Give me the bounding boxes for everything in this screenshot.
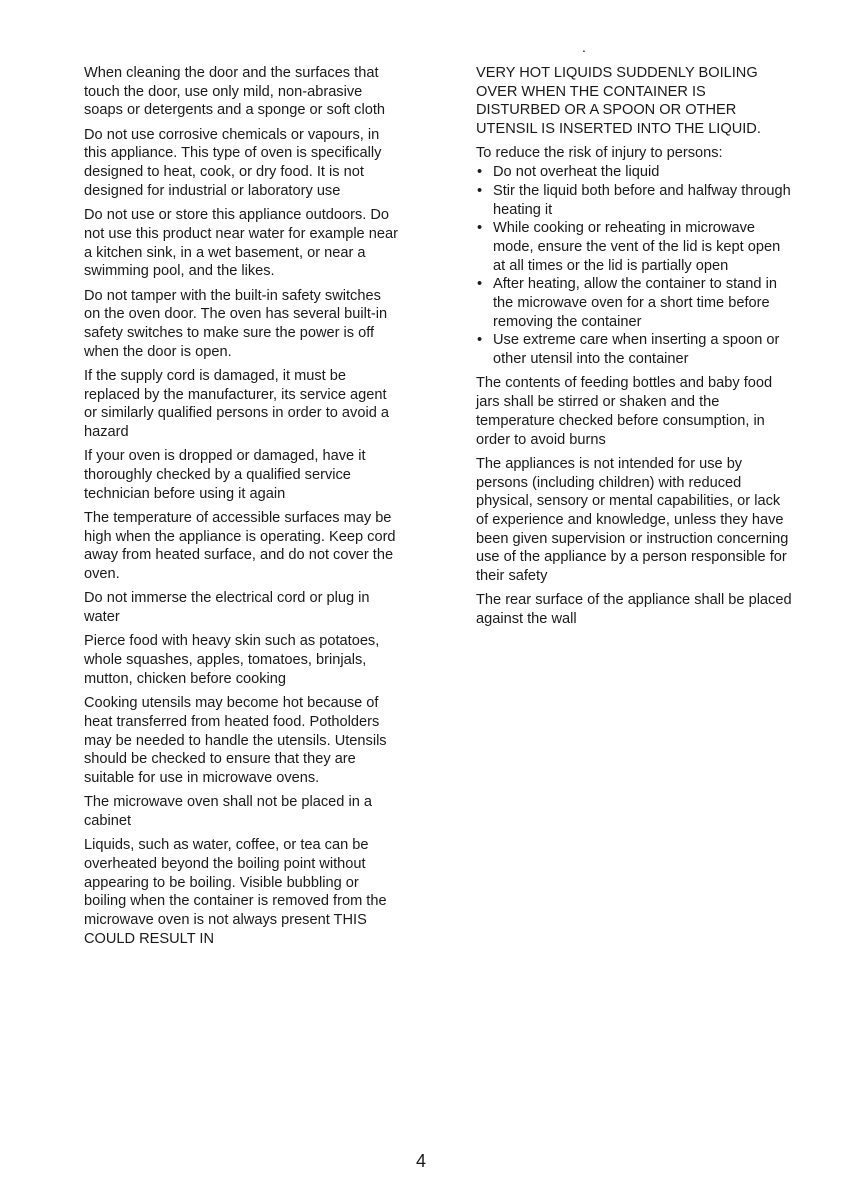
- left-column: [84, 64, 399, 954]
- boiling-warning: VERY HOT LIQUIDS SUDDENLY BOILING OVER WHEN THE CONTAINER IS DISTURBED OR A SPOON OR OTHER UTENSIL IS INSERTED INTO THE LIQUID.: [476, 65, 761, 138]
- safety-switches-paragraph: Do not tamper with the built-in safety switches on the oven door. The oven has several built-in safety switches to make sure the power is off when the door is open.: [84, 287, 388, 360]
- supply-cord-paragraph: If the supply cord is damaged, it must be replaced by the manufacturer, its service agent or similarly qualified persons in order to avoid a hazard: [84, 367, 389, 441]
- pierce-food-paragraph: Pierce food with heavy skin such as potatoes, whole squashes, apples, tomatoes, brinjals, mutton, chicken before cooking: [84, 633, 380, 687]
- reduced-capabilities-paragraph: The appliances is not intended for use by persons (including children) with reduced physical, sensory or mental capabilities, or lack of experience and knowledge, unless they have been given supervision or instruction concerning use of the appliance by a person responsible for their safety: [476, 455, 789, 585]
- rear-surface-paragraph: The rear surface of the appliance shall be placed against the wall: [476, 592, 792, 628]
- surface-temperature-paragraph: The temperature of accessible surfaces may be high when the appliance is operating. Keep cord away from heated surface, and do not cover the oven.: [84, 510, 396, 583]
- list-item: [476, 182, 792, 219]
- safety-bullet-list: [476, 163, 792, 369]
- dropped-oven-paragraph: If your oven is dropped or damaged, have it thoroughly checked by a qualified service technician before using it again: [84, 448, 366, 502]
- list-item-text: After heating, allow the container to stand in the microwave oven for a short time before removing the container: [493, 276, 777, 330]
- door-cleaning-paragraph: When cleaning the door and the surfaces that touch the door, use only mild, non-abrasive soaps or detergents and a sponge or soft cloth: [84, 65, 385, 119]
- feeding-bottles-paragraph: The contents of feeding bottles and baby food jars shall be stirred or shaken and the temperature checked before consumption, in order to avoid burns: [476, 375, 773, 448]
- bullet-icon: •: [477, 182, 483, 199]
- immerse-cord-paragraph: Do not immerse the electrical cord or plug in water: [84, 590, 370, 626]
- list-item: [476, 275, 792, 331]
- list-item: [476, 331, 792, 368]
- bullet-icon: •: [477, 164, 483, 181]
- right-column: [476, 64, 792, 634]
- bullet-icon: •: [477, 332, 483, 349]
- overheated-liquids-paragraph: Liquids, such as water, coffee, or tea can be overheated beyond the boiling point without appearing to be boiling. Visible bubbling or boiling when the container is removed from the microwave oven is not always present THIS COULD RESULT IN: [84, 837, 387, 947]
- list-item-text: Do not overheat the liquid: [493, 164, 660, 181]
- cooking-utensils-paragraph: Cooking utensils may become hot because of heat transferred from heated food. Potholders may be needed to handle the utensils. Utensils should be checked to ensure that they are suitable for use in microwave ovens.: [84, 695, 387, 786]
- list-item: [476, 219, 792, 275]
- list-item: [476, 163, 792, 182]
- list-item-text: While cooking or reheating in microwave mode, ensure the vent of the lid is kept open at all times or the lid is partially open: [493, 220, 781, 274]
- stray-mark: .: [582, 39, 586, 55]
- list-item-text: Stir the liquid both before and halfway through heating it: [493, 182, 791, 218]
- bullet-icon: •: [477, 220, 483, 237]
- outdoor-use-paragraph: Do not use or store this appliance outdoors. Do not use this product near water for example near a kitchen sink, in a wet basement, or near a swimming pool, and the likes.: [84, 207, 398, 280]
- cabinet-placement-paragraph: The microwave oven shall not be placed in a cabinet: [84, 794, 372, 829]
- page-number: 4: [415, 1151, 426, 1171]
- corrosive-chemicals-paragraph: Do not use corrosive chemicals or vapours, in this appliance. This type of oven is specifically designed to heat, cook, or dry food. It is not designed for industrial or laboratory use: [84, 126, 382, 199]
- list-item-text: Use extreme care when inserting a spoon or other utensil into the container: [493, 332, 780, 368]
- bullet-icon: •: [477, 276, 483, 293]
- risk-intro: To reduce the risk of injury to persons:: [476, 145, 723, 162]
